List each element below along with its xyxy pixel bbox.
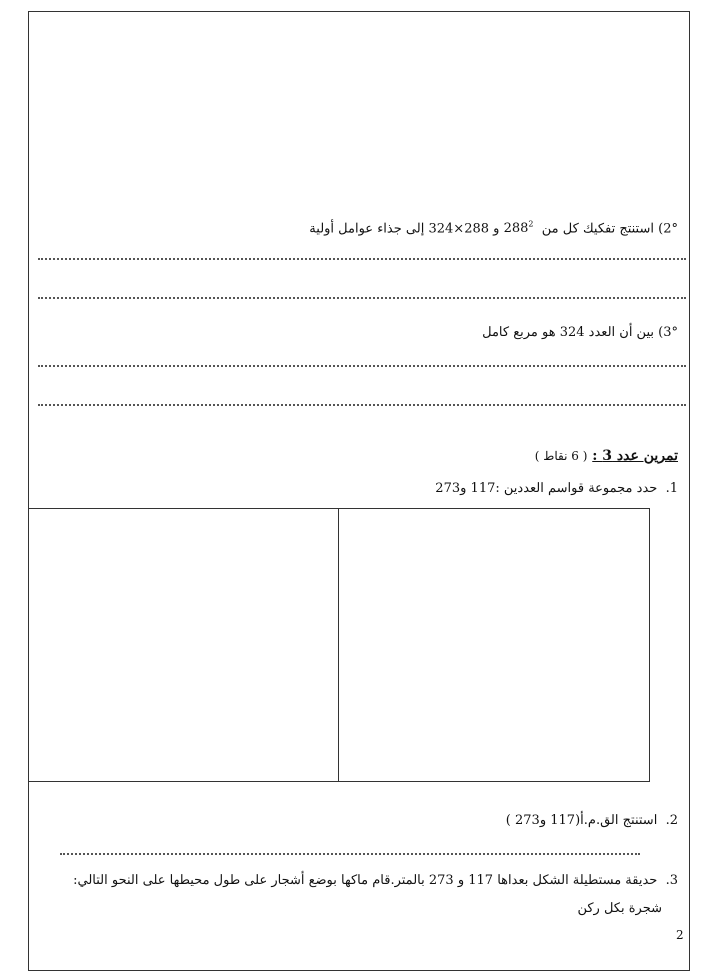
answer-box-left [28, 508, 339, 782]
exercise-3-title [535, 446, 678, 466]
question-3 [482, 324, 678, 342]
question-2-expr2: 288×324 [428, 221, 490, 237]
answer-box-right [338, 508, 650, 782]
exercise-3-heading: تمرين عدد 3 : [592, 448, 678, 464]
answer-line [38, 258, 686, 260]
answer-line [38, 297, 686, 299]
question-2-text-after: إلى جذاء عوامل أولية [309, 221, 425, 237]
question-2-conj: و [493, 221, 500, 237]
answer-line [38, 404, 686, 406]
question-3-text: بين أن العدد 324 هو مربع كامل [482, 325, 654, 340]
question-3-number: 3°) [658, 325, 678, 340]
item-2-text: استنتج الق.م.أ(117 و273 ) [505, 813, 658, 828]
question-2-expr1: $288^2$ [503, 220, 534, 237]
list-item [73, 872, 678, 890]
question-2 [309, 216, 678, 238]
item-3-text: حديقة مستطيلة الشكل بعداها 117 و 273 بالمتر.قام ماكها بوضع أشجار على طول محيطها على النحو التالي: [73, 873, 658, 888]
answer-line [60, 853, 640, 855]
item-2-number: 2. [665, 813, 678, 828]
item-3-number: 3. [665, 873, 678, 888]
question-2-text-before: استنتج تفكيك كل من [541, 221, 654, 237]
item-3-continuation: شجرة بكل ركن [577, 901, 662, 916]
item-1-text: حدد مجموعة قواسم العددين :117 و273 [435, 481, 658, 496]
list-item [435, 480, 678, 498]
list-item [506, 812, 678, 830]
question-2-number: 2°) [658, 221, 678, 237]
item-1-number: 1. [665, 481, 678, 496]
page-number: 2 [676, 928, 684, 942]
answer-line [38, 365, 686, 367]
exercise-3-points: ( 6 نقاط ) [534, 449, 588, 463]
